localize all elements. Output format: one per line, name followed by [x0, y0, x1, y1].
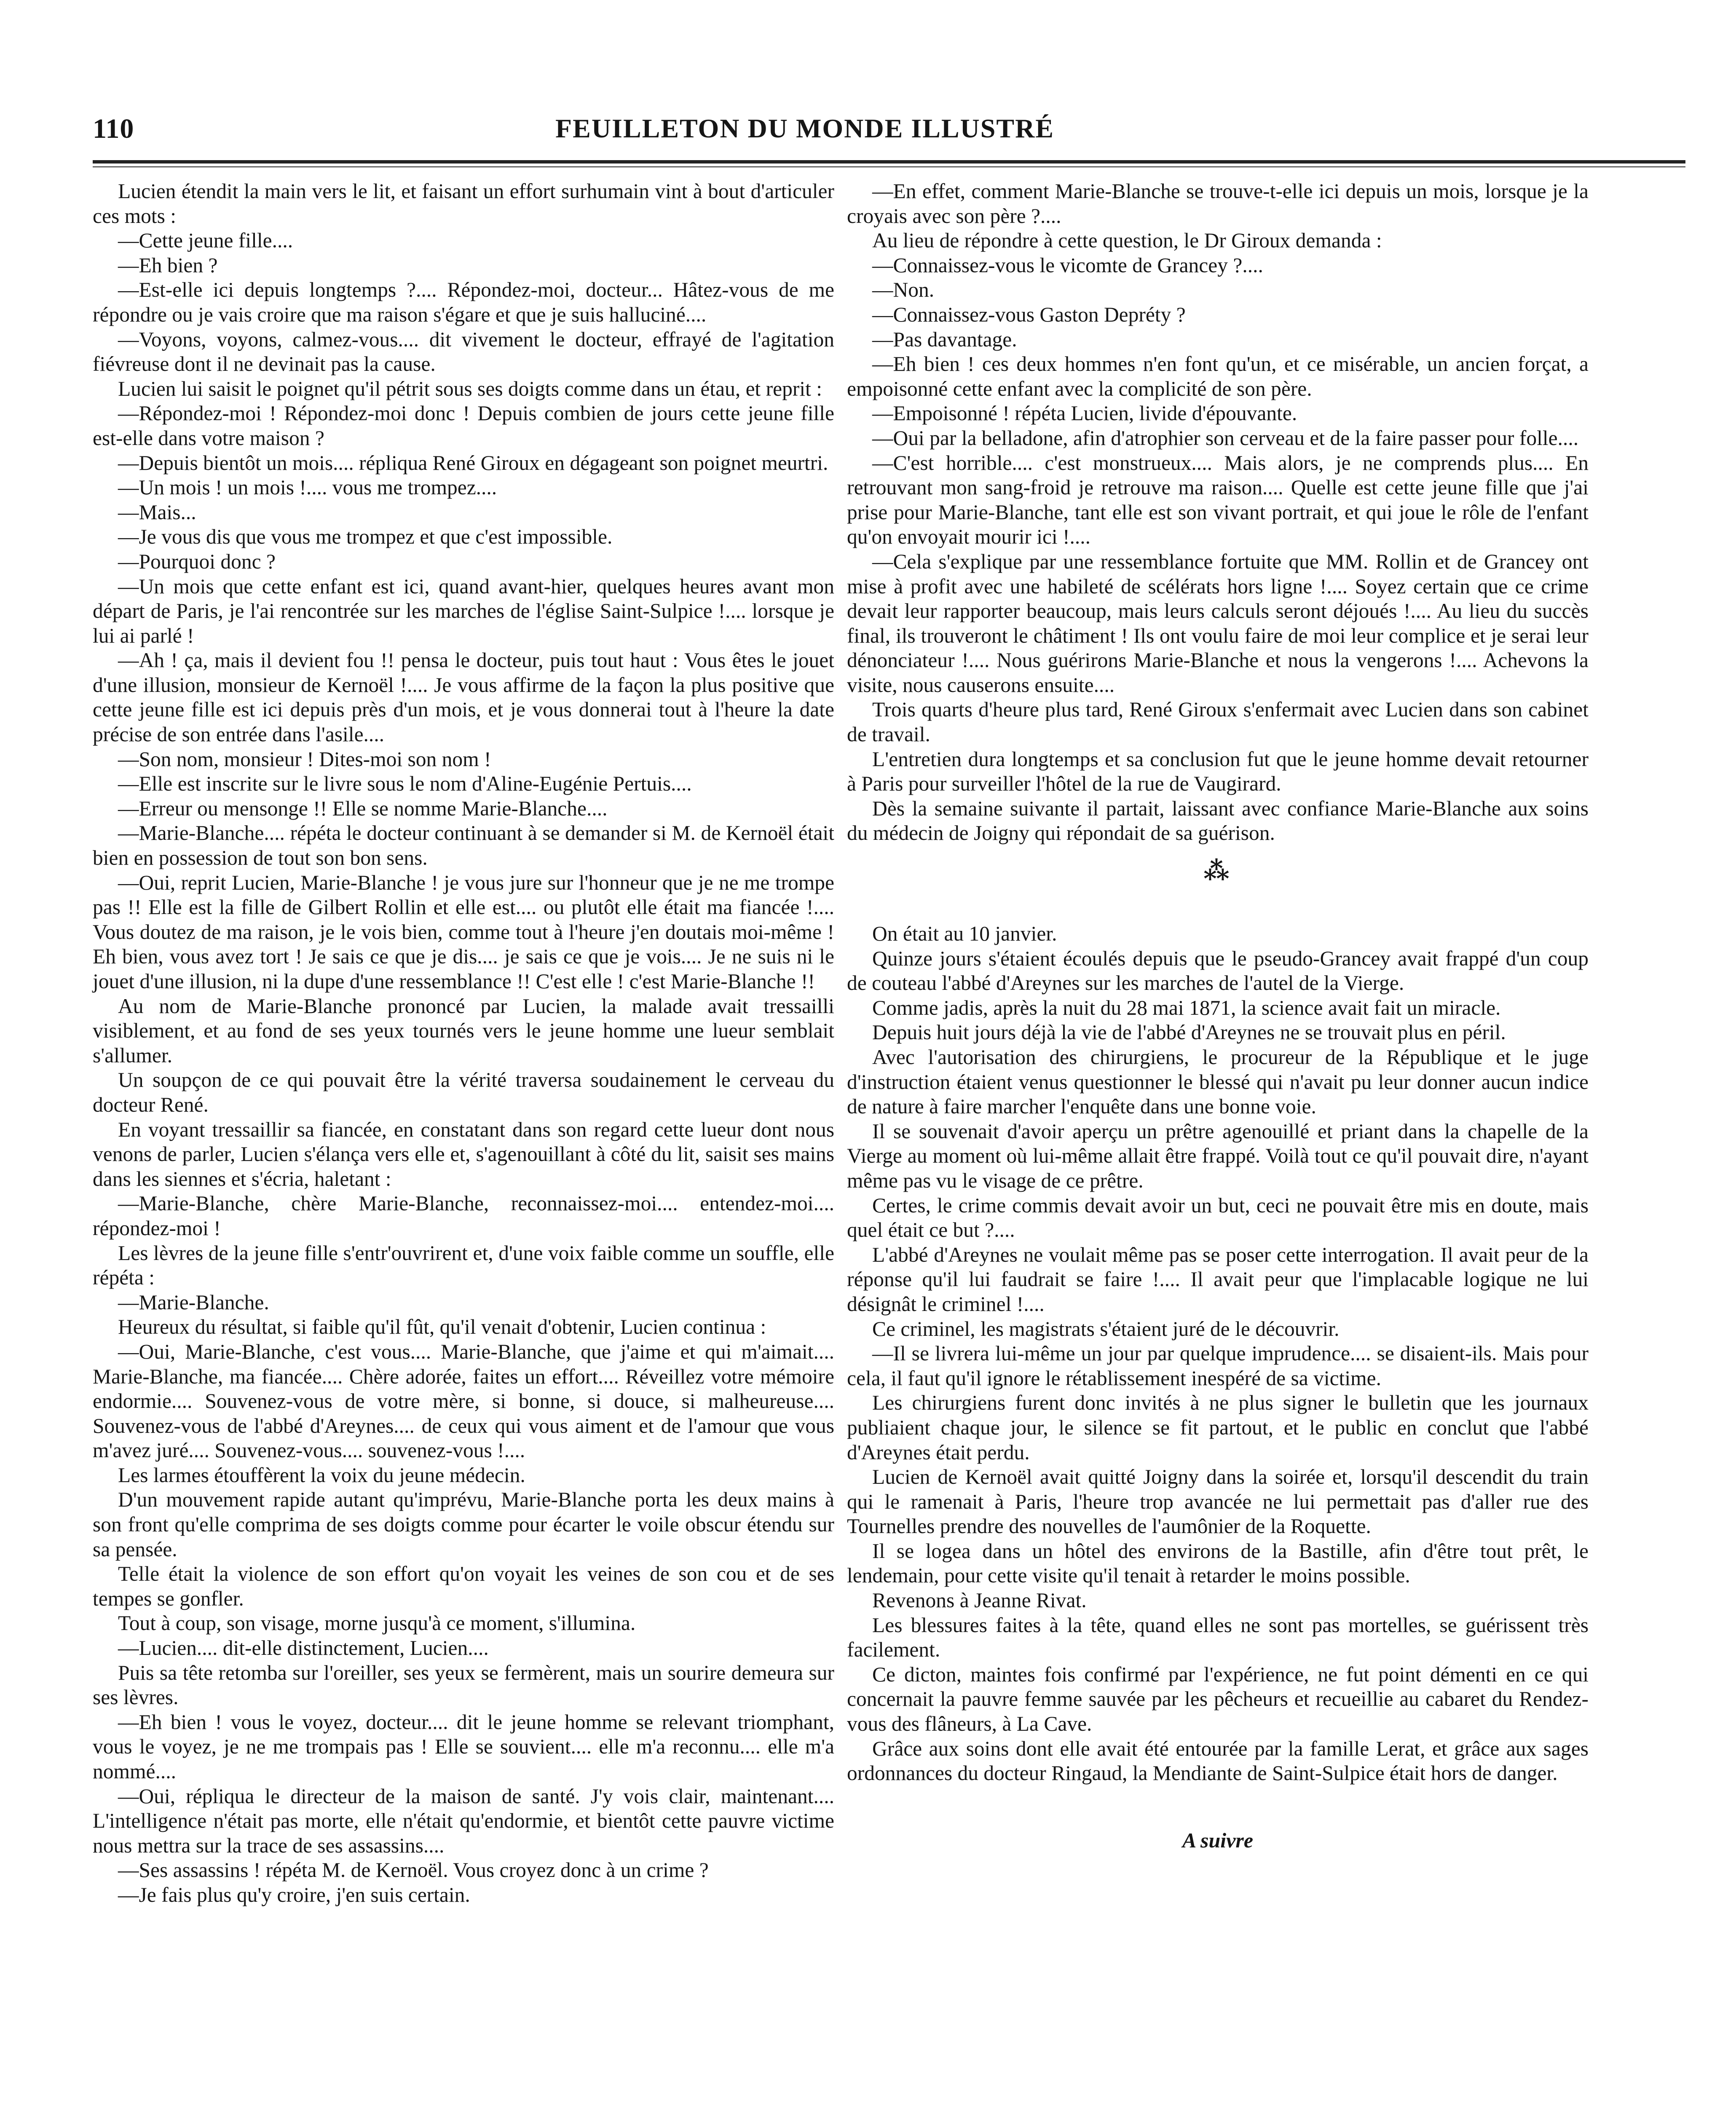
paragraph: —Voyons, voyons, calmez-vous.... dit vivement le docteur, effrayé de l'agitation fiévreuse dont il ne devinait pas la cause. [93, 327, 834, 376]
paragraph: Comme jadis, après la nuit du 28 mai 1871, la science avait fait un miracle. [872, 996, 1501, 1019]
paragraph: —Elle est inscrite sur le livre sous le nom d'Aline-Eugénie Pertuis.... [118, 772, 692, 796]
paragraph: —Oui, reprit Lucien, Marie-Blanche ! je vous jure sur l'honneur que je ne me trompe pas !! Elle est la fille de Gilbert Rollin et elle est.... ou plutôt elle était ma fiancée !.... Vous doutez de ma raison, je le vois bien, comme tout à l'heure j'en doutais moi-même ! Eh bien, vous avez tort ! Je sais ce que je dis.... je sais ce que je vois.... Je ne suis ni le jouet d'une illusion, ni la dupe d'une ressemblance !! C'est elle ! c'est Marie-Blanche !! [93, 871, 834, 993]
paragraph: Les lèvres de la jeune fille s'entr'ouvrirent et, d'une voix faible comme un souffle, elle répéta : [93, 1241, 834, 1289]
paragraph: Revenons à Jeanne Rivat. [872, 1589, 1087, 1612]
paragraph: D'un mouvement rapide autant qu'imprévu, Marie-Blanche porta les deux mains à son front qu'elle comprima de ses doigts comme pour écarter le voile obscur étendu sur sa pensée. [93, 1488, 834, 1561]
paragraph: —Oui, Marie-Blanche, c'est vous.... Marie-Blanche, que j'aime et qui m'aimait.... Marie-Blanche, ma fiancée.... Chère adorée, faites un effort.... Réveillez votre mémoire endormie.... Souvenez-vous de votre mère, si bonne, si douce, si malheureuse.... Souvenez-vous de l'abbé d'Areynes.... de ceux qui vous aiment et de l'amour que vous m'avez juré.... Souvenez-vous.... souvenez-vous !.... [93, 1340, 834, 1462]
paragraph: —Connaissez-vous Gaston Depréty ? [872, 303, 1186, 326]
paragraph: Depuis huit jours déjà la vie de l'abbé d'Areynes ne se trouvait plus en péril. [872, 1021, 1506, 1044]
paragraph: —Répondez-moi ! Répondez-moi donc ! Depuis combien de jours cette jeune fille est-elle dans votre maison ? [93, 402, 834, 450]
paragraph: Lucien lui saisit le poignet qu'il pétrit sous ses doigts comme dans un étau, et reprit : [118, 377, 822, 400]
paragraph: —Non. [872, 278, 935, 302]
paragraph: —Cette jeune fille.... [118, 229, 293, 252]
page-number: 110 [93, 113, 134, 144]
paragraph: Lucien étendit la main vers le lit, et faisant un effort surhumain vint à bout d'articuler ces mots : [93, 180, 834, 228]
paragraph: Il se souvenait d'avoir aperçu un prêtre agenouillé et priant dans la chapelle de la Vierge au moment où lui-même allait être frappé. Voilà tout ce qu'il pouvait dire, n'ayant même pas vu le visage de ce prêtre. [847, 1119, 1589, 1192]
header-rule-thin [93, 166, 1685, 167]
paragraph: —Cela s'explique par une ressemblance fortuite que MM. Rollin et de Grancey ont mise à profit avec une habileté de scélérats hors ligne !.... Soyez certain que ce crime devait leur rapporter beaucoup, mais leurs calculs seront déjoués !.... Au lieu du succès final, ils trouveront le châtiment ! Ils ont voulu faire de moi leur complice et je serai leur dénonciateur !.... Nous guérirons Marie-Blanche et nous la vengerons !.... Achevons la visite, nous causerons ensuite.... [847, 550, 1589, 697]
paragraph: —Marie-Blanche.... répéta le docteur continuant à se demander si M. de Kernoël était bien en possession de tout son bon sens. [93, 821, 834, 870]
paragraph: Grâce aux soins dont elle avait été entourée par la famille Lerat, et grâce aux sages ordonnances du docteur Ringaud, la Mendiante de Saint-Sulpice était hors de danger. [847, 1737, 1589, 1785]
paragraph: Au lieu de répondre à cette question, le Dr Giroux demanda : [872, 229, 1382, 252]
paragraph: Lucien de Kernoël avait quitté Joigny dans la soirée et, lorsqu'il descendit du train qui le ramenait à Paris, l'heure trop avancée ne lui permettait pas d'aller rue des Tournelles prendre des nouvelles de l'aumônier de la Roquette. [847, 1465, 1589, 1538]
paragraph: —Mais... [118, 500, 196, 524]
paragraph: —Est-elle ici depuis longtemps ?.... Répondez-moi, docteur... Hâtez-vous de me répondre ou je vais croire que ma raison s'égare et que je suis halluciné.... [93, 278, 834, 326]
paragraph: —Pourquoi donc ? [118, 550, 276, 573]
header-rule-thick [93, 160, 1685, 164]
page-header [93, 113, 1517, 147]
paragraph: —Un mois que cette enfant est ici, quand avant-hier, quelques heures avant mon départ de Paris, je l'ai rencontrée sur les marches de l'église Saint-Sulpice !.... lorsque je lui ai parlé ! [93, 574, 834, 647]
paragraph: —Depuis bientôt un mois.... répliqua René Giroux en dégageant son poignet meurtri. [118, 451, 828, 474]
paragraph: —Eh bien ! vous le voyez, docteur.... dit le jeune homme se relevant triomphant, vous le voyez, je ne me trompais pas ! Elle se souvient.... elle m'a reconnu.... elle m'a nommé.... [93, 1710, 834, 1783]
paragraph: En voyant tressaillir sa fiancée, en constatant dans son regard cette lueur dont nous venons de parler, Lucien s'élança vers elle et, s'agenouillant à côté du lit, saisit ses mains dans les siennes et s'écria, haletant : [93, 1118, 834, 1190]
paragraph: —Empoisonné ! répéta Lucien, livide d'épouvante. [872, 402, 1297, 425]
paragraph: Les blessures faites à la tête, quand elles ne sont pas mortelles, se guérissent très facilement. [847, 1613, 1589, 1662]
paragraph: —Marie-Blanche, chère Marie-Blanche, reconnaissez-moi.... entendez-moi.... répondez-moi ! [93, 1192, 834, 1240]
right-column [847, 179, 1589, 1852]
to-be-continued: A suivre [1182, 1828, 1254, 1852]
paragraph: —Oui, répliqua le directeur de la maison de santé. J'y vois clair, maintenant.... L'intelligence n'était pas morte, elle n'était qu'endormie, et bientôt cette pauvre victime nous mettra sur la trace de ses assassins.... [93, 1784, 834, 1857]
paragraph: —Erreur ou mensonge !! Elle se nomme Marie-Blanche.... [118, 796, 608, 820]
paragraph: Un soupçon de ce qui pouvait être la vérité traversa soudainement le cerveau du docteur René. [93, 1068, 834, 1116]
paragraph: —En effet, comment Marie-Blanche se trouve-t-elle ici depuis un mois, lorsque je la croyais avec son père ?.... [847, 180, 1589, 228]
paragraph: —Eh bien ! ces deux hommes n'en font qu'un, et ce misérable, un ancien forçat, a empoisonné cette enfant avec la complicité de son père. [847, 352, 1589, 400]
paragraph: —Oui par la belladone, afin d'atrophier son cerveau et de la faire passer pour folle.... [872, 426, 1579, 450]
paragraph: Les chirurgiens furent donc invités à ne plus signer le bulletin que les journaux publiaient chaque jour, le silence se fit partout, et le public en conclut que l'abbé d'Areynes était perdu. [847, 1391, 1589, 1464]
paragraph: —Pas davantage. [872, 327, 1017, 351]
paragraph: —Il se livrera lui-même un jour par quelque imprudence.... se disaient-ils. Mais pour cela, il faut qu'il ignore le rétablissement inespéré de sa victime. [847, 1342, 1589, 1390]
paragraph: Avec l'autorisation des chirurgiens, le procureur de la République et le juge d'instruction étaient venus questionner le blessé qui n'avait pu leur donner aucun indice de nature à faire marcher l'enquête dans une bonne voie. [847, 1045, 1589, 1118]
paragraph: —Je vous dis que vous me trompez et que c'est impossible. [118, 525, 613, 549]
paragraph: Dès la semaine suivante il partait, laissant avec confiance Marie-Blanche aux soins du médecin de Joigny qui répondait de sa guérison. [847, 796, 1589, 845]
paragraph: —Eh bien ? [118, 253, 218, 277]
paragraph: Certes, le crime commis devait avoir un but, ceci ne pouvait être mis en doute, mais quel était ce but ?.... [847, 1193, 1589, 1242]
left-column [93, 179, 834, 1908]
paragraph: —Je fais plus qu'y croire, j'en suis certain. [118, 1883, 470, 1906]
paragraph: Quinze jours s'étaient écoulés depuis que le pseudo-Grancey avait frappé d'un coup de couteau l'abbé d'Areynes sur les marches de l'autel de la Vierge. [847, 946, 1589, 995]
paragraph: —Connaissez-vous le vicomte de Grancey ?.... [872, 253, 1263, 277]
paragraph: —Ah ! ça, mais il devient fou !! pensa le docteur, puis tout haut : Vous êtes le jouet d'une illusion, monsieur de Kernoël !.... Je vous affirme de la façon la plus positive que cette jeune fille est ici depuis près d'un mois, et je vous donnerai tout à l'heure la date précise de son entrée dans l'asile.... [93, 649, 834, 746]
running-head: FEUILLETON DU MONDE ILLUSTRÉ [555, 113, 1054, 143]
paragraph: Telle était la violence de son effort qu'on voyait les veines de son cou et de ses tempes se gonfler. [93, 1562, 834, 1610]
paragraph: Il se logea dans un hôtel des environs de la Bastille, afin d'être tout prêt, le lendemain, pour cette visite qu'il tenait à retarder le moins possible. [847, 1539, 1589, 1587]
paragraph: —Ses assassins ! répéta M. de Kernoël. Vous croyez donc à un crime ? [118, 1858, 709, 1882]
paragraph: Heureux du résultat, si faible qu'il fût, qu'il venait d'obtenir, Lucien continua : [118, 1315, 766, 1339]
right-column-part-b [847, 922, 1589, 1786]
section-separator: ⁂ [1203, 857, 1232, 885]
paragraph: Trois quarts d'heure plus tard, René Giroux s'enfermait avec Lucien dans son cabinet de travail. [847, 698, 1589, 746]
paragraph: —Son nom, monsieur ! Dites-moi son nom ! [118, 747, 491, 771]
paragraph: L'abbé d'Areynes ne voulait même pas se poser cette interrogation. Il avait peur de la réponse qu'il lui faudrait se faire !.... Il avait peur que l'implacable logique ne lui désignât le criminel !.... [847, 1243, 1589, 1316]
paragraph: Ce criminel, les magistrats s'étaient juré de le découvrir. [872, 1317, 1340, 1340]
paragraph: —C'est horrible.... c'est monstrueux.... Mais alors, je ne comprends plus.... En retrouvant mon sang-froid je retrouve ma raison.... Quelle est cette jeune fille que j'ai prise pour Marie-Blanche, tant elle est son vivant portrait, et qui joue le rôle de l'enfant qu'on envoyait mourir ici !.... [847, 451, 1589, 549]
paragraph: —Un mois ! un mois !.... vous me trompez.... [118, 476, 497, 499]
paragraph: Puis sa tête retomba sur l'oreiller, ses yeux se fermèrent, mais un sourire demeura sur ses lèvres. [93, 1661, 834, 1709]
paragraph: Ce dicton, maintes fois confirmé par l'expérience, ne fut point démenti en ce qui concernait la pauvre femme sauvée par les pêcheurs et recueillie au cabaret du Rendez-vous des flâneurs, à La Cave. [847, 1662, 1589, 1736]
paragraph: Tout à coup, son visage, morne jusqu'à ce moment, s'illumina. [118, 1611, 636, 1635]
right-column-part-a [847, 179, 1589, 846]
paragraph: Au nom de Marie-Blanche prononcé par Lucien, la malade avait tressailli visiblement, et au fond de ses yeux tournés vers le jeune homme une lueur semblait s'allumer. [93, 994, 834, 1067]
paragraph: On était au 10 janvier. [872, 922, 1057, 946]
paragraph: —Marie-Blanche. [118, 1290, 269, 1314]
paragraph: L'entretien dura longtemps et sa conclusion fut que le jeune homme devait retourner à Paris pour surveiller l'hôtel de la rue de Vaugirard. [847, 747, 1589, 796]
paragraph: —Lucien.... dit-elle distinctement, Lucien.... [118, 1636, 489, 1660]
paragraph: Les larmes étouffèrent la voix du jeune médecin. [118, 1463, 525, 1487]
